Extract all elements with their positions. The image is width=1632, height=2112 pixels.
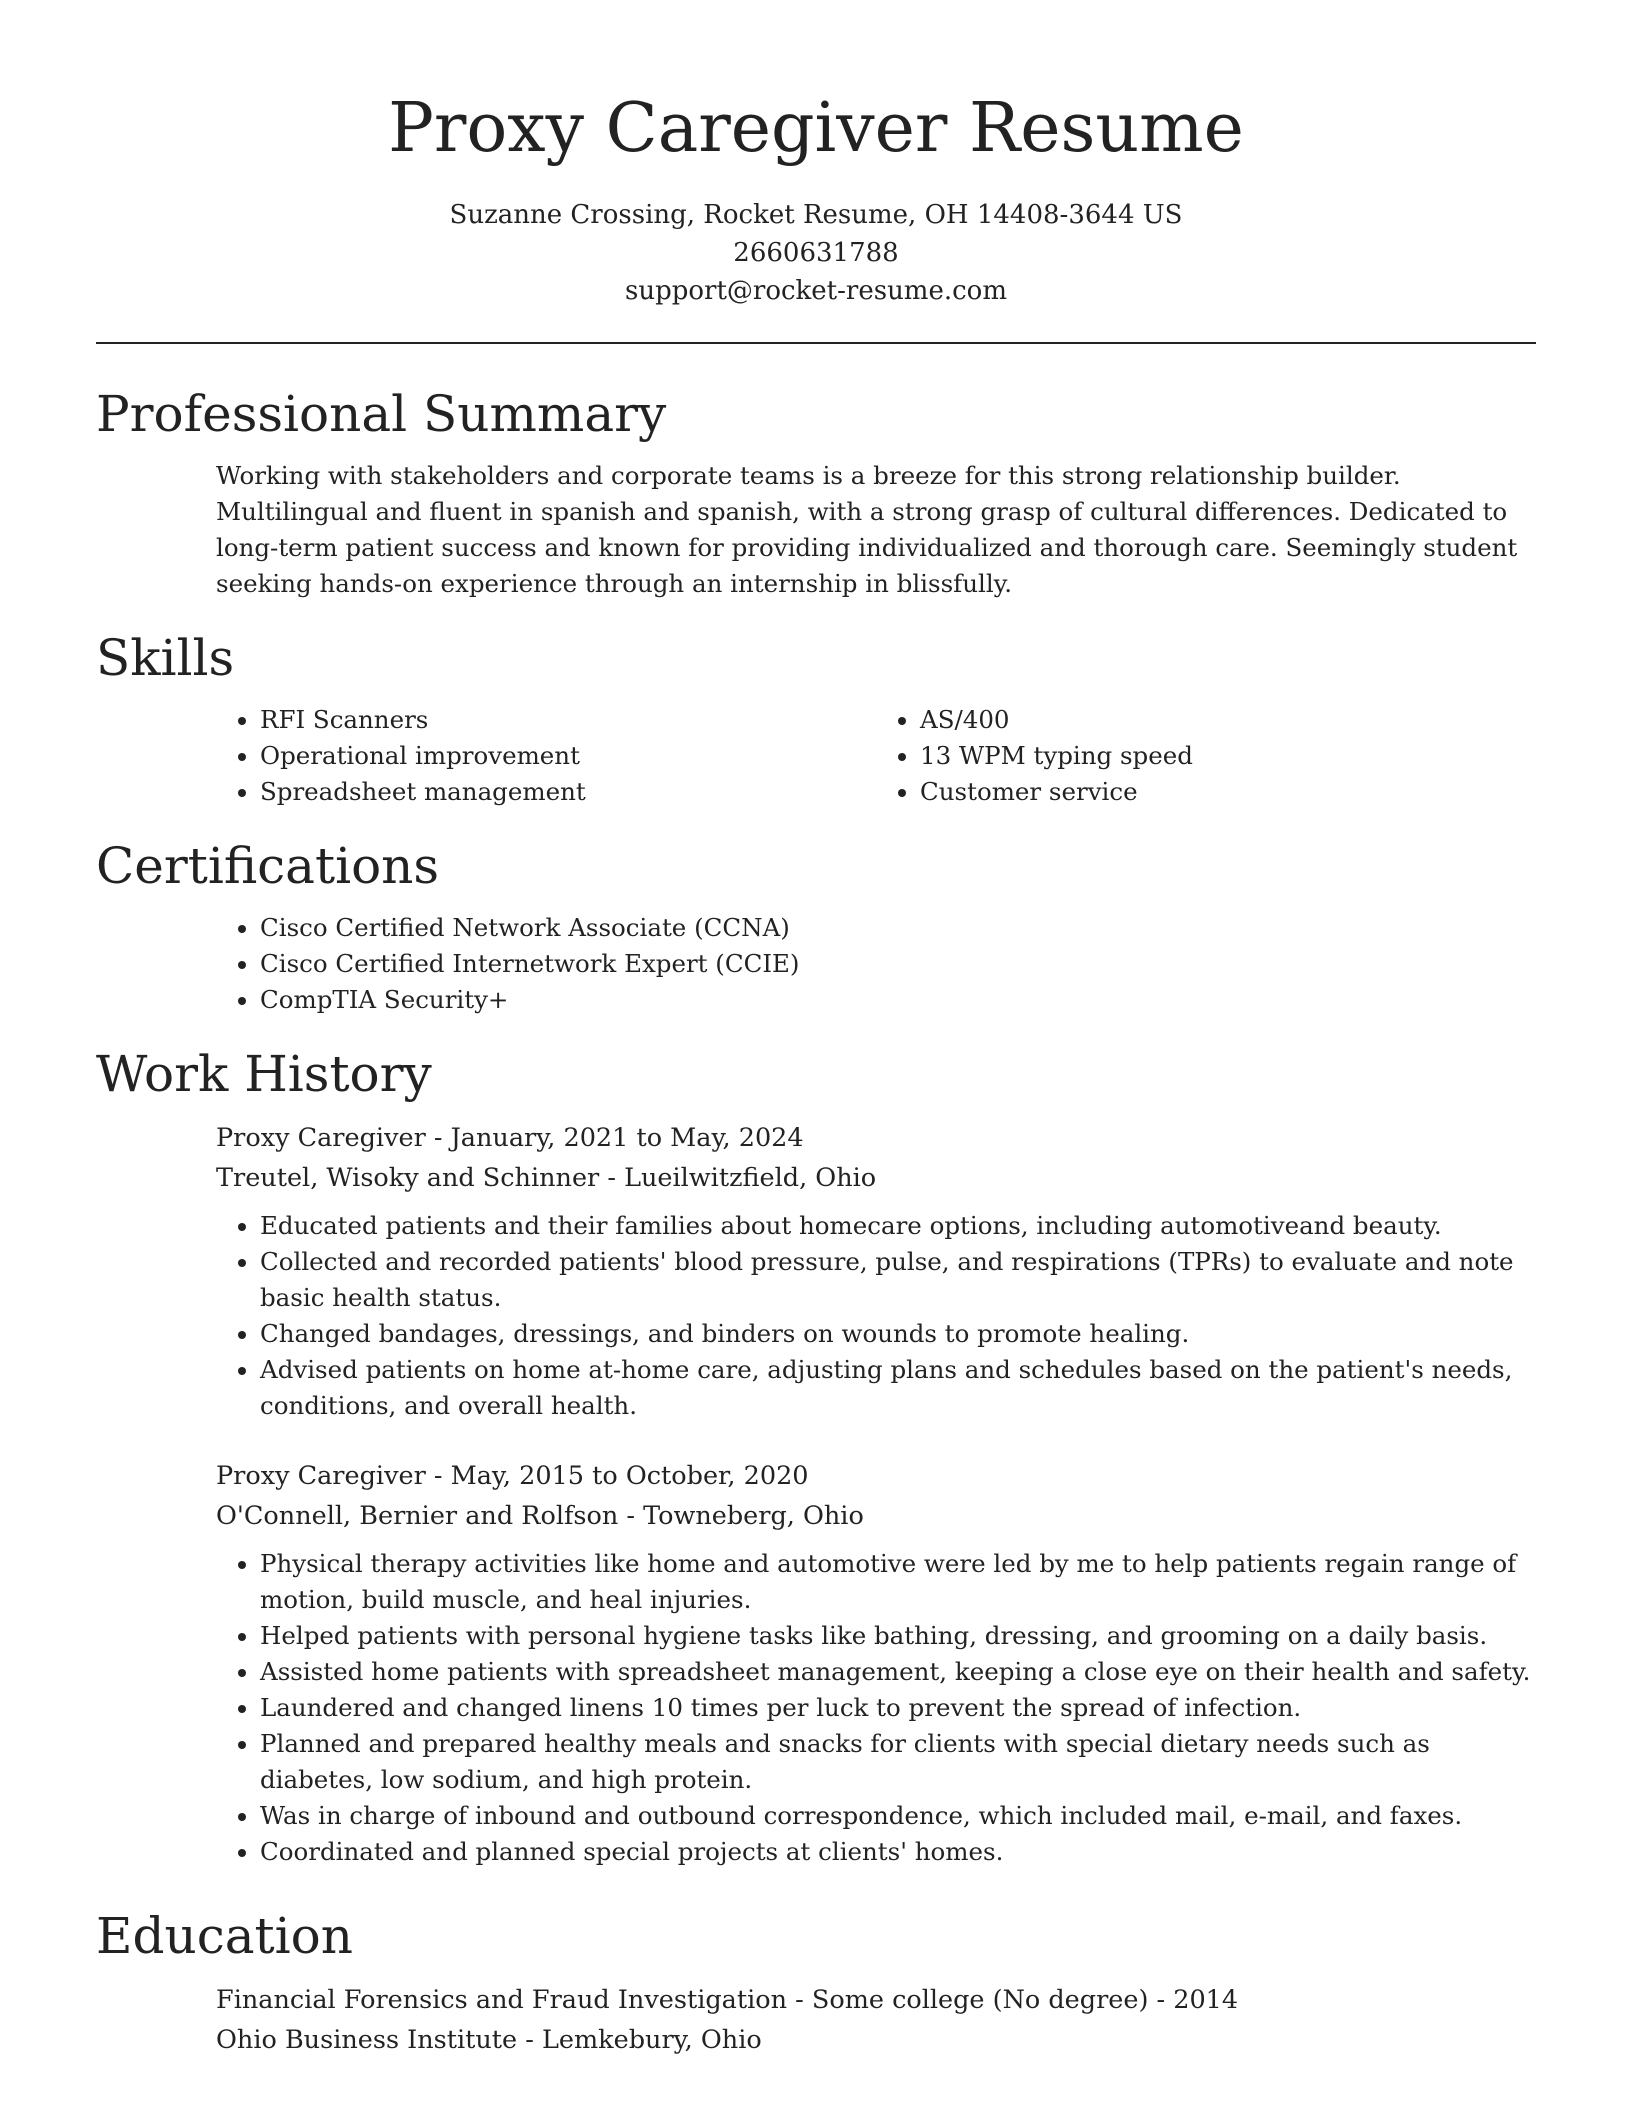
job-bullet: • Educated patients and their families about homecare options, including automotiveand beauty. [260,1208,1536,1244]
job-bullet: • Laundered and changed linens 10 times per luck to prevent the spread of infection. [260,1690,1536,1726]
job-bullets [216,1208,1536,1424]
summary-text: Working with stakeholders and corporate teams is a breeze for this strong relationship builder. Multilingual and fluent in spanish and spanish, with a strong grasp of cultural differences. Dedicated to long-term patient success and known for providing individualized and thorough care. Seemingly student seeking hands-on experience through an internship in blissfully. [216,461,1518,598]
resume-header [0,0,1632,310]
summary-heading: Professional Summary [96,385,667,443]
job-bullet: • Physical therapy activities like home and automotive were led by me to help patients regain range of motion, build muscle, and heal injuries. [260,1546,1536,1618]
resume-content [96,380,1536,2060]
job-entry [216,1456,1536,1870]
job-bullet: • Collected and recorded patients' blood pressure, pulse, and respirations (TPRs) to evaluate and note basic health status. [260,1244,1536,1316]
email-text: support@rocket-resume.com [624,276,1007,306]
certifications-list [216,910,1536,1018]
skill-item: • Spreadsheet management [260,774,876,810]
skills-heading: Skills [96,629,235,687]
job-bullets [216,1546,1536,1870]
contact-info [0,196,1632,310]
skills-column-left [216,702,876,810]
job-entry [216,1118,1536,1424]
skill-item: • 13 WPM typing speed [920,738,1536,774]
certification-item: • Cisco Certified Network Associate (CCNA) [260,910,1536,946]
job-bullet: • Assisted home patients with spreadsheet management, keeping a close eye on their health and safety. [260,1654,1536,1690]
job-title-line: Proxy Caregiver - May, 2015 to October, 2020 [216,1461,809,1491]
skill-item: • Customer service [920,774,1536,810]
skill-item: • AS/400 [920,702,1536,738]
skill-item: • Operational improvement [260,738,876,774]
job-bullet: • Planned and prepared healthy meals and snacks for clients with special dietary needs such as diabetes, low sodium, and high protein. [260,1726,1536,1798]
job-bullet: • Changed bandages, dressings, and binders on wounds to promote healing. [260,1316,1536,1352]
job-bullet: • Was in charge of inbound and outbound correspondence, which included mail, e-mail, and faxes. [260,1798,1536,1834]
certification-item: • Cisco Certified Internetwork Expert (CCIE) [260,946,1536,982]
page-title: Proxy Caregiver Resume [388,89,1244,168]
education-entry [216,1980,1536,2060]
job-bullet: • Coordinated and planned special projects at clients' homes. [260,1834,1536,1870]
address-text: Suzanne Crossing, Rocket Resume, OH 14408-3644 US [449,200,1183,230]
skills-list [216,702,1536,810]
job-bullet: • Helped patients with personal hygiene tasks like bathing, dressing, and grooming on a daily basis. [260,1618,1536,1654]
certifications-heading: Certifications [96,837,440,895]
job-company-line: O'Connell, Bernier and Rolfson - Towneberg, Ohio [216,1501,864,1531]
education-school-line: Ohio Business Institute - Lemkebury, Ohio [216,2025,762,2055]
certification-item: • CompTIA Security+ [260,982,1536,1018]
education-degree-line: Financial Forensics and Fraud Investigation - Some college (No degree) - 2014 [216,1985,1239,2015]
skill-item: • RFI Scanners [260,702,876,738]
skills-column-right [876,702,1536,810]
phone-text: 2660631788 [733,238,899,268]
education-heading: Education [96,1907,353,1965]
header-divider [96,342,1536,344]
job-company-line: Treutel, Wisoky and Schinner - Lueilwitzfield, Ohio [216,1163,877,1193]
certifications-ul [216,910,1536,1018]
job-title-line: Proxy Caregiver - January, 2021 to May, 2024 [216,1123,804,1153]
job-bullet: • Advised patients on home at-home care, adjusting plans and schedules based on the patient's needs, conditions, and overall health. [260,1352,1536,1424]
work-history-heading: Work History [96,1045,432,1103]
